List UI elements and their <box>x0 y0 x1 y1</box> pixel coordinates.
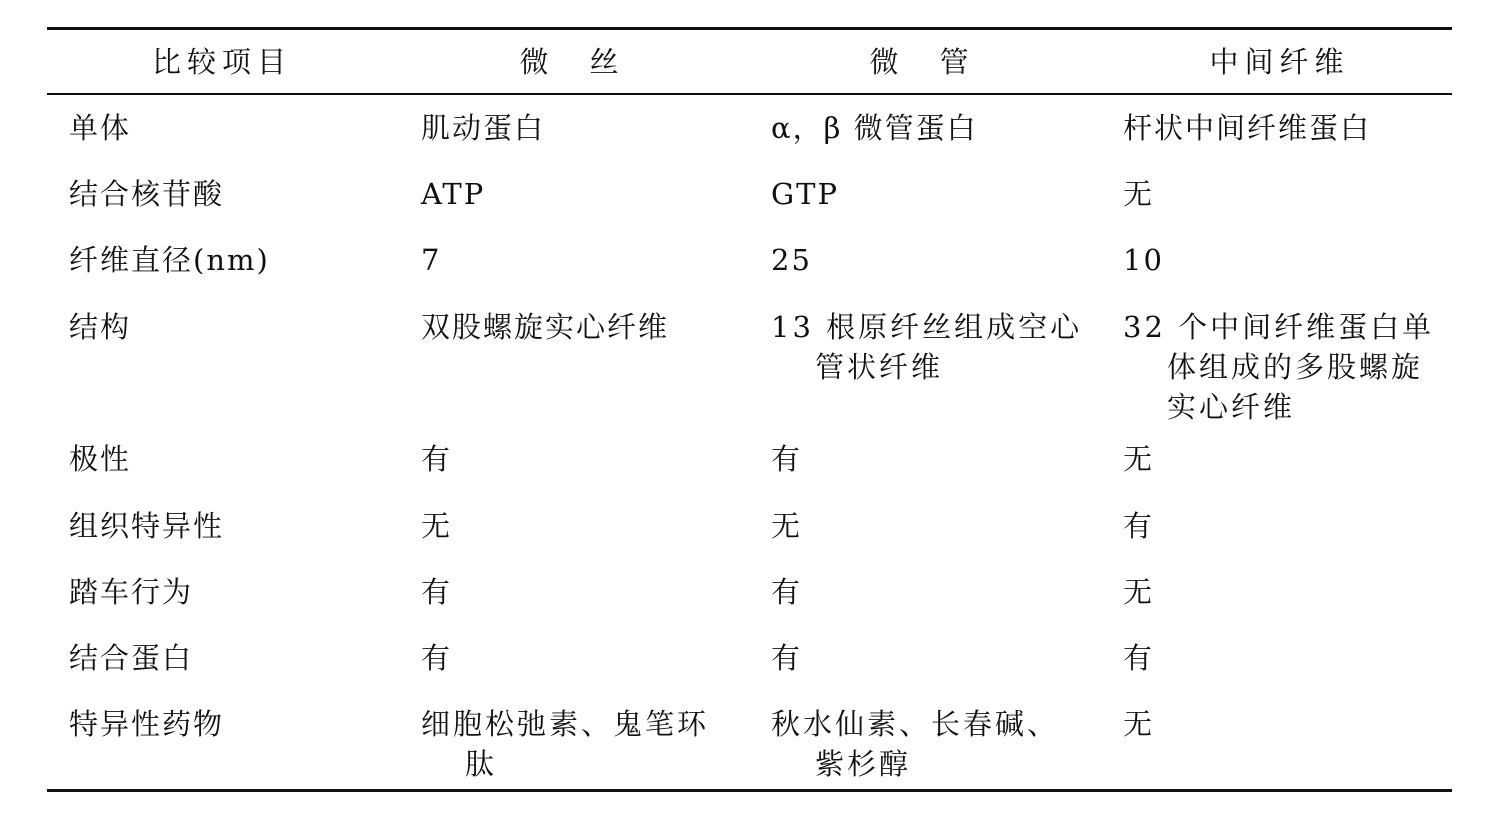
row-binding-protein-label: 结合蛋白 <box>69 641 194 675</box>
row-specific-drug-microtubule: 秋水仙素、长春碱、紫杉醇 <box>771 707 1060 781</box>
row-nucleotide-intermediate: 无 <box>1123 177 1155 211</box>
row-structure-microfilament: 双股螺旋实心纤维 <box>421 310 670 344</box>
row-monomer-microtubule: α，β 微管蛋白 <box>771 111 978 145</box>
row-diameter-intermediate: 10 <box>1123 243 1164 277</box>
row-polarity-label: 极性 <box>69 442 132 476</box>
table-bottom-rule <box>47 789 1452 792</box>
row-diameter-microtubule: 25 <box>771 243 812 277</box>
row-structure-intermediate: 32 个中间纤维蛋白单体组成的多股螺旋实心纤维 <box>1123 310 1435 424</box>
row-nucleotide-label: 结合核苷酸 <box>69 177 225 211</box>
row-binding-protein-microfilament: 有 <box>421 641 453 675</box>
row-tissue-specificity-label: 组织特异性 <box>69 509 225 543</box>
row-specific-drug-label: 特异性药物 <box>69 707 225 741</box>
row-monomer-label: 单体 <box>69 111 132 145</box>
table-header-rule <box>47 93 1452 95</box>
header-microfilament: 微 丝 <box>519 45 625 79</box>
row-diameter-microfilament: 7 <box>421 243 442 277</box>
row-specific-drug-intermediate: 无 <box>1123 707 1155 741</box>
row-tissue-specificity-intermediate: 有 <box>1123 509 1155 543</box>
row-polarity-microtubule: 有 <box>771 442 803 476</box>
row-treadmilling-intermediate: 无 <box>1123 575 1155 609</box>
row-monomer-microfilament: 肌动蛋白 <box>421 111 546 145</box>
header-compare-item: 比较项目 <box>151 45 292 79</box>
row-tissue-specificity-microtubule: 无 <box>771 509 803 543</box>
row-monomer-intermediate: 杆状中间纤维蛋白 <box>1123 111 1372 145</box>
row-structure-label: 结构 <box>69 310 132 344</box>
table-top-rule <box>47 27 1452 30</box>
header-intermediate-filament: 中间纤维 <box>1209 45 1350 79</box>
row-treadmilling-microfilament: 有 <box>421 575 453 609</box>
row-polarity-intermediate: 无 <box>1123 442 1155 476</box>
row-tissue-specificity-microfilament: 无 <box>421 509 453 543</box>
row-treadmilling-microtubule: 有 <box>771 575 803 609</box>
row-binding-protein-microtubule: 有 <box>771 641 803 675</box>
row-structure-microtubule: 13 根原纤丝组成空心管状纤维 <box>771 310 1083 384</box>
row-diameter-label: 纤维直径(nm) <box>69 243 270 277</box>
header-microtubule: 微 管 <box>869 45 975 79</box>
row-specific-drug-microfilament: 细胞松弛素、鬼笔环肽 <box>421 707 710 781</box>
row-nucleotide-microfilament: ATP <box>421 177 486 211</box>
row-nucleotide-microtubule: GTP <box>771 177 840 211</box>
row-polarity-microfilament: 有 <box>421 442 453 476</box>
row-binding-protein-intermediate: 有 <box>1123 641 1155 675</box>
row-treadmilling-label: 踏车行为 <box>69 575 194 609</box>
